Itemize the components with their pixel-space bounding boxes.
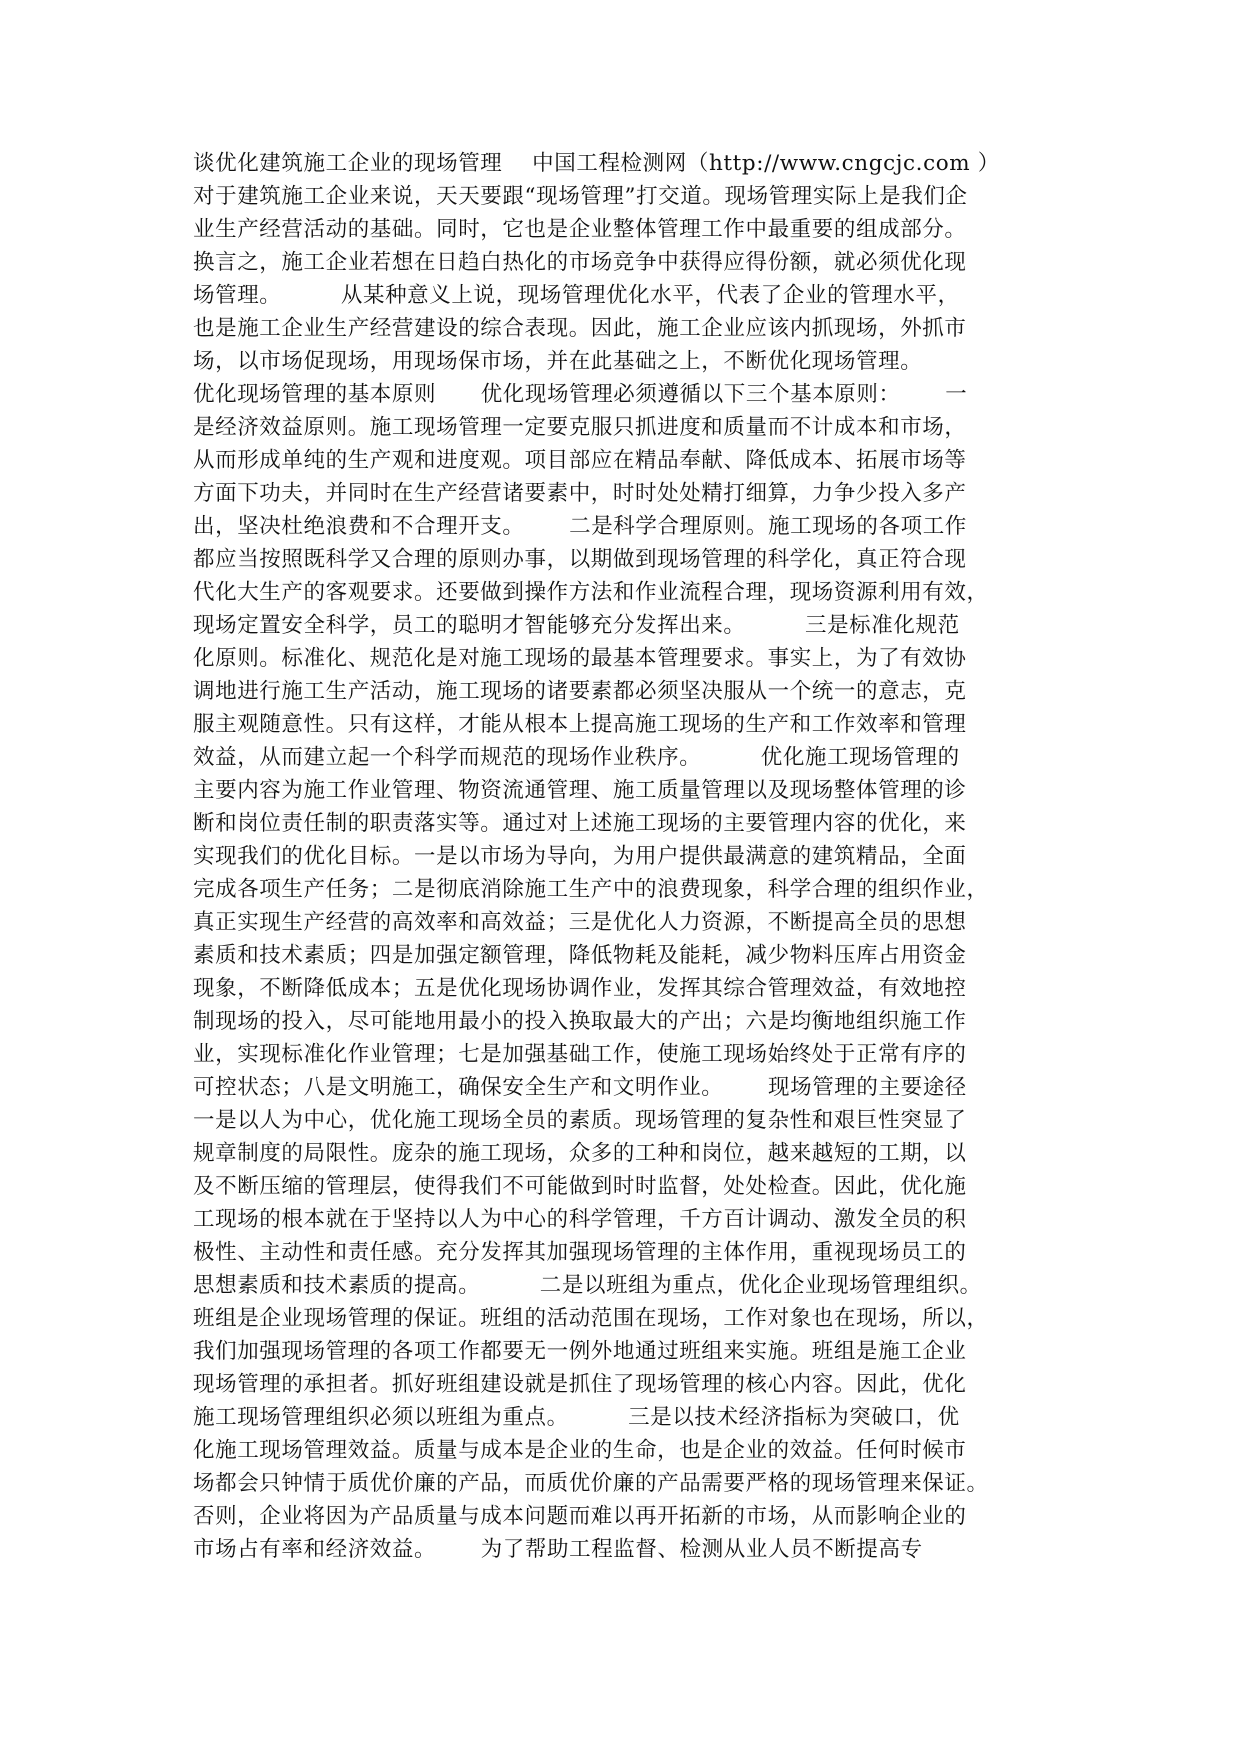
text-line: 一是以人为中心，优化施工现场全员的素质。现场管理的复杂性和艰巨性突显了 — [193, 1108, 967, 1133]
text-line: 及不断压缩的管理层，使得我们不可能做到时时监督，处处检查。因此，优化施 — [193, 1174, 967, 1199]
text-line: 方面下功夫，并同时在生产经营诸要素中，时时处处精打细算，力争少投入多产 — [193, 481, 967, 506]
text-line: 也是施工企业生产经营建设的综合表现。因此，施工企业应该内抓现场，外抓市 — [193, 316, 967, 341]
text-line: 主要内容为施工作业管理、物资流通管理、施工质量管理以及现场整体管理的诊 — [193, 778, 967, 803]
text-line: 思想素质和技术素质的提高。 二是以班组为重点，优化企业现场管理组织。 — [193, 1273, 982, 1298]
text-line: 施工现场管理组织必须以班组为重点。 三是以技术经济指标为突破口，优 — [193, 1405, 960, 1430]
text-line: 现场定置安全科学，员工的聪明才智能够充分发挥出来。 三是标准化规范 — [193, 613, 960, 638]
text-line: 班组是企业现场管理的保证。班组的活动范围在现场，工作对象也在现场，所以， — [193, 1306, 989, 1331]
text-line: 素质和技术素质；四是加强定额管理，降低物耗及能耗，减少物料压库占用资金 — [193, 943, 967, 968]
text-line: 代化大生产的客观要求。还要做到操作方法和作业流程合理，现场资源利用有效， — [193, 580, 989, 605]
text-line: 规章制度的局限性。庞杂的施工现场，众多的工种和岗位，越来越短的工期，以 — [193, 1141, 967, 1166]
text-line: 制现场的投入，尽可能地用最小的投入换取最大的产出；六是均衡地组织施工作 — [193, 1009, 967, 1034]
text-line: 场管理。 从某种意义上说，现场管理优化水平，代表了企业的管理水平， — [193, 283, 960, 308]
text-line: 优化现场管理的基本原则 优化现场管理必须遵循以下三个基本原则： 一 — [193, 382, 968, 407]
text-line: 可控状态；八是文明施工，确保安全生产和文明作业。 现场管理的主要途径 — [193, 1075, 967, 1100]
text-line: 都应当按照既科学又合理的原则办事，以期做到现场管理的科学化，真正符合现 — [193, 547, 967, 572]
title-line: 谈优化建筑施工企业的现场管理 中国工程检测网（http://www.cngcjc.com ） — [193, 151, 1000, 176]
text-line: 断和岗位责任制的职责落实等。通过对上述施工现场的主要管理内容的优化，来 — [193, 811, 967, 836]
text-line: 完成各项生产任务；二是彻底消除施工生产中的浪费现象，科学合理的组织作业， — [193, 877, 989, 902]
text-line: 极性、主动性和责任感。充分发挥其加强现场管理的主体作用，重视现场员工的 — [193, 1240, 967, 1265]
text-line: 效益，从而建立起一个科学而规范的现场作业秩序。 优化施工现场管理的 — [193, 745, 960, 770]
document-body — [193, 147, 1073, 1566]
text-line: 场都会只钟情于质优价廉的产品，而质优价廉的产品需要严格的现场管理来保证。 — [193, 1471, 989, 1496]
text-line: 否则，企业将因为产品质量与成本问题而难以再开拓新的市场，从而影响企业的 — [193, 1504, 967, 1529]
text-line: 对于建筑施工企业来说，天天要跟“现场管理”打交道。现场管理实际上是我们企 — [193, 184, 968, 209]
text-line: 场，以市场促现场，用现场保市场，并在此基础之上，不断优化现场管理。 — [193, 349, 923, 374]
text-line: 服主观随意性。只有这样，才能从根本上提高施工现场的生产和工作效率和管理 — [193, 712, 967, 737]
text-line: 化施工现场管理效益。质量与成本是企业的生命，也是企业的效益。任何时候市 — [193, 1438, 967, 1463]
text-line: 业，实现标准化作业管理；七是加强基础工作，使施工现场始终处于正常有序的 — [193, 1042, 967, 1067]
text-line: 业生产经营活动的基础。同时，它也是企业整体管理工作中最重要的组成部分。 — [193, 217, 967, 242]
text-line: 我们加强现场管理的各项工作都要无一例外地通过班组来实施。班组是施工企业 — [193, 1339, 967, 1364]
text-line: 现场管理的承担者。抓好班组建设就是抓住了现场管理的核心内容。因此，优化 — [193, 1372, 967, 1397]
text-line: 现象，不断降低成本；五是优化现场协调作业，发挥其综合管理效益，有效地控 — [193, 976, 967, 1001]
text-line: 市场占有率和经济效益。 为了帮助工程监督、检测从业人员不断提高专 — [193, 1537, 923, 1562]
text-line: 是经济效益原则。施工现场管理一定要克服只抓进度和质量而不计成本和市场， — [193, 415, 967, 440]
text-line: 换言之，施工企业若想在日趋白热化的市场竞争中获得应得份额，就必须优化现 — [193, 250, 967, 275]
text-line: 真正实现生产经营的高效率和高效益；三是优化人力资源，不断提高全员的思想 — [193, 910, 967, 935]
text-line: 从而形成单纯的生产观和进度观。项目部应在精品奉献、降低成本、拓展市场等 — [193, 448, 967, 473]
text-line: 化原则。标准化、规范化是对施工现场的最基本管理要求。事实上，为了有效协 — [193, 646, 967, 671]
text-line: 出，坚决杜绝浪费和不合理开支。 二是科学合理原则。施工现场的各项工作 — [193, 514, 967, 539]
text-line: 工现场的根本就在于坚持以人为中心的科学管理，千方百计调动、激发全员的积 — [193, 1207, 967, 1232]
text-line: 调地进行施工生产活动，施工现场的诸要素都必须坚决服从一个统一的意志，克 — [193, 679, 967, 704]
text-line: 实现我们的优化目标。一是以市场为导向，为用户提供最满意的建筑精品，全面 — [193, 844, 967, 869]
